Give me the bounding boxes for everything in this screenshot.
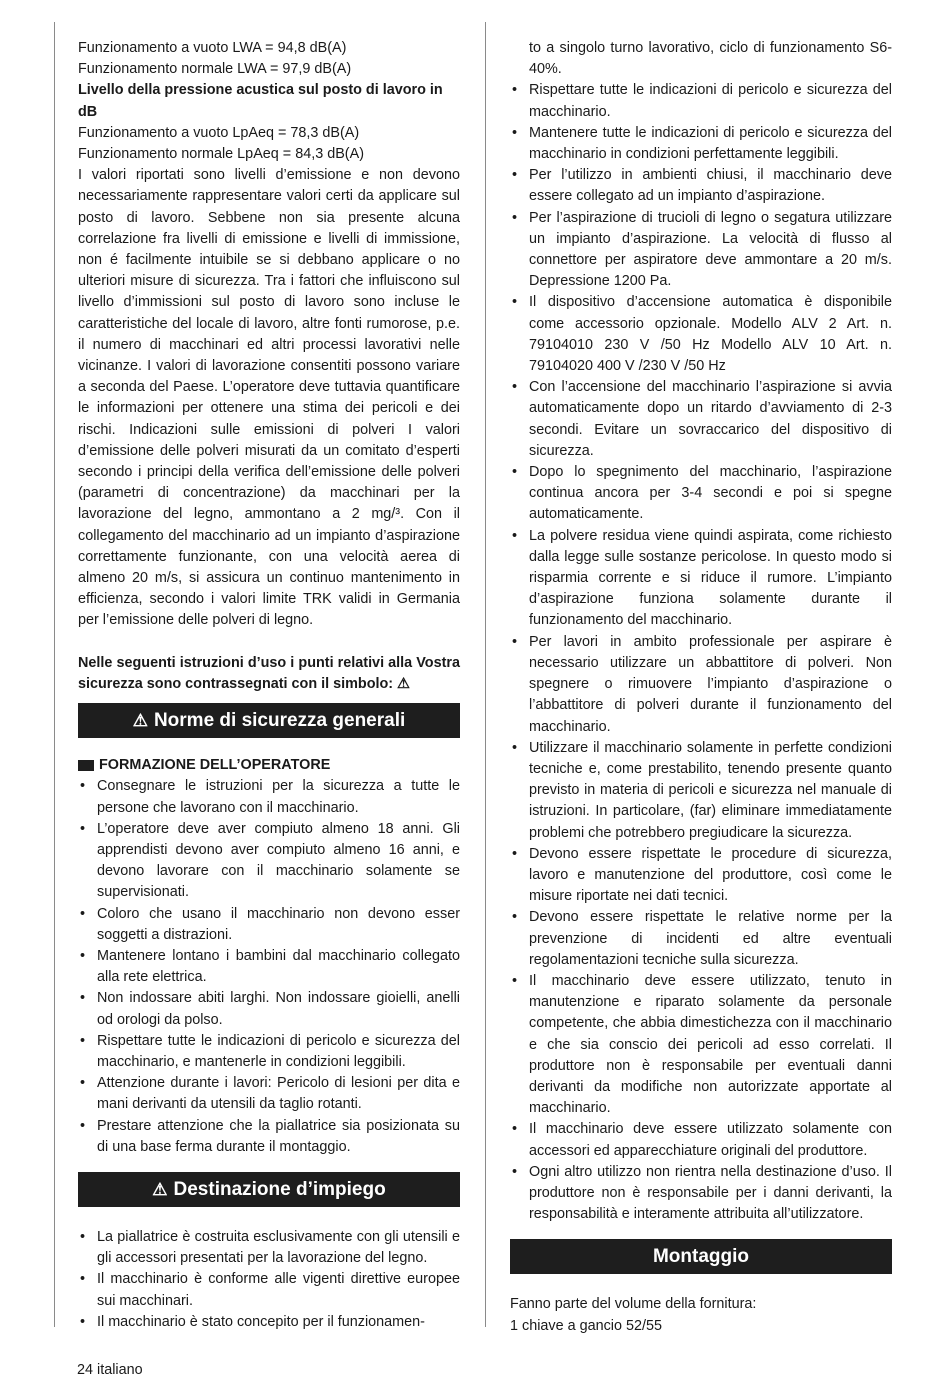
supply-item: 1 chiave a gancio 52/55: [510, 1317, 663, 1334]
safety-symbol-notice: Nelle seguenti istruzioni d’uso i punti relativi alla Vostra sicurezza sono contrassegnati con il simbolo: ⚠: [78, 654, 460, 692]
heading-text: Destinazione d’impiego: [173, 1178, 386, 1200]
list-item: • Per l’utilizzo in ambienti chiusi, il macchinario deve essere collegato ad un impianto d’aspirazione.: [510, 165, 892, 207]
page-footer: 24 italiano: [77, 1362, 143, 1378]
list-item: • Dopo lo spegnimento del macchinario, l’aspirazione continua ancora per 3-4 secondi e poi si spegne automaticamente.: [510, 462, 892, 526]
list-item: • L’operatore deve aver compiuto almeno 18 anni. Gli apprendisti devono aver compiuto almeno 16 anni, e devono lavorare con il macchinario solamente se supervisionati.: [78, 819, 460, 904]
intro-line: Funzionamento normale LWA = 97,9 dB(A): [78, 61, 352, 78]
intro-line: Funzionamento a vuoto LWA = 94,8 dB(A): [78, 40, 347, 56]
list-item: • La polvere residua viene quindi aspirata, come richiesto dalla legge sulle sostanze pericolose. In questo modo si risparmia corrente e si riduce il rumore. L’impianto d’aspirazione funziona solamente durante il funzionamento del macchinario.: [510, 526, 892, 632]
intro-line: Funzionamento a vuoto LpAeq = 78,3 dB(A): [78, 124, 360, 141]
list-item: • Utilizzare il macchinario solamente in perfette condizioni tecniche e, come prestabilito, tenendo presente quanto previsto in materia di pericoli e sicurezza nel manuale di istruzioni. In particolare, (far) eliminare immediatamente problemi che potrebbero pregiudicare la sicurezza.: [510, 738, 892, 844]
list-item: • Ogni altro utilizzo non rientra nella destinazione d’uso. Il produttore non è responsabile per i danni derivanti, la responsabilità e interamente attribuita all’utilizzatore.: [510, 1162, 892, 1226]
intended-use-bullet-list: [78, 1227, 460, 1333]
list-item: • Rispettare tutte le indicazioni di pericolo e sicurezza del macchinario, e mantenerle in condizioni leggibili.: [78, 1031, 460, 1073]
heading-text: Montaggio: [652, 1246, 750, 1268]
section-heading-safety: [78, 703, 460, 738]
supply-intro: Fanno parte del volume della fornitura:: [510, 1296, 757, 1313]
left-margin-rule: [54, 22, 55, 1327]
training-bullet-list: [78, 776, 460, 1158]
list-item: • Il macchinario deve essere utilizzato solamente con accessori ed apparecchiature originali del produttore.: [510, 1119, 892, 1161]
list-item: • Il macchinario è conforme alle vigenti direttive europee sui macchinari.: [78, 1269, 460, 1311]
center-column-rule: [485, 22, 486, 1327]
subheading-text: FORMAZIONE DELL’OPERATORE: [99, 757, 331, 774]
list-item: • Il macchinario deve essere utilizzato, tenuto in manutenzione e riparato solamente da personale competente, che abbia dimestichezza con il macchinario e che sia conscio dei pericoli ad esso correlati. Il produttore non è responsabile per eventuali danni derivanti da modifiche non autorizzate apportate al macchinario.: [510, 971, 892, 1119]
list-item: • Devono essere rispettate le procedure di sicurezza, lavoro e manutenzione del produttore, così come le misure riportate nei dati tecnici.: [510, 844, 892, 908]
list-item: • Per l’aspirazione di trucioli di legno o segatura utilizzare un impianto d’aspirazione. La velocità di flusso al connettore per aspiratore deve ammontare a 20 m/s. Depressione 1200 Pa.: [510, 208, 892, 293]
list-item: • Prestare attenzione che la piallatrice sia posizionata su di una base ferma durante il montaggio.: [78, 1116, 460, 1158]
list-item: • Mantenere tutte le indicazioni di pericolo e sicurezza del macchinario in condizioni perfettamente leggibili.: [510, 123, 892, 165]
list-item-continuation: to a singolo turno lavorativo, ciclo di funzionamento S6-40%.: [529, 40, 892, 78]
black-square-icon: [78, 760, 94, 771]
intro-line-bold: Livello della pressione acustica sul posto di lavoro in dB: [78, 82, 443, 120]
list-item: • Devono essere rispettate le relative norme per la prevenzione di incidenti ed altre eventuali regolamentazioni tecniche sulla sicurezza.: [510, 907, 892, 971]
warning-triangle-icon: ⚠: [132, 711, 148, 731]
list-item: • Coloro che usano il macchinario non devono esser soggetti a distrazioni.: [78, 904, 460, 946]
heading-text: Norme di sicurezza generali: [153, 710, 406, 732]
list-item: • Il macchinario è stato concepito per il funzionamen-: [78, 1312, 460, 1333]
intro-line: Funzionamento normale LpAeq = 84,3 dB(A): [78, 146, 364, 163]
right-bullet-list: [510, 38, 892, 1225]
section-heading-assembly: [510, 1239, 892, 1274]
list-item: • Con l’accensione del macchinario l’aspirazione si avvia automaticamente dopo un ritardo d’avviamento di 2-3 secondi. Evitare un sovraccarico del dispositivo di sicurezza.: [510, 377, 892, 462]
list-item: • Per lavori in ambito professionale per aspirare è necessario utilizzare un abbattitore di polveri. Non spegnere o rimuovere l’impianto d’aspirazione o l’abbattitore di polveri durante il funzionamento del macchinario.: [510, 632, 892, 738]
left-column: [78, 38, 460, 1333]
list-item: • Il dispositivo d’accensione automatica è disponibile come accessorio opzionale. Modello ALV 2 Art. n. 79104010 230 V /50 Hz Modello ALV 10 Art. n. 79104020 400 V /230 V /50 Hz: [510, 292, 892, 377]
warning-triangle-icon: ⚠: [152, 1179, 168, 1199]
list-item: • Rispettare tutte le indicazioni di pericolo e sicurezza del macchinario.: [510, 80, 892, 122]
right-column: [510, 38, 892, 1337]
list-item: • Consegnare le istruzioni per la sicurezza a tutte le persone che lavorano con il macchinario.: [78, 776, 460, 818]
subheading-operator-training: [78, 755, 460, 776]
emission-paragraph: I valori riportati sono livelli d’emissione e non devono necessariamente rappresentare valori certi da applicare sul posto di lavoro. Sebbene non sia presente alcuna correlazione fra livelli di emissione e livelli di immissione, non é facilmente intuibile se si debbano applicare o no ulteriori misure di sicurezza. Tra i fattori che influiscono sul livello d’immissioni sul posto di lavoro sono incluse le caratteristiche del locale di lavoro, altre fonti rumorose, p.e. il numero di macchinari ed altri processi lavorativi nelle vicinanze. I valori di lavorazione consentiti possono variare a seconda del Paese. L’operatore deve tuttavia quantificare le informazioni per ottenere una stima dei pericoli e dei rischi. Indicazioni sulle emissioni di polveri I valori d’emissione delle polveri misurati da un comitato d’esperti secondo i principi della verifica dell’emissione delle polveri (parametri di concentrazione) da macchinari per la lavorazione del legno, ammontano a 2 mg/³. Con il collegamento del macchinario ad un impianto d’aspirazione correttamente funzionante, con una velocità aerea di almeno 20 m/s, si assicura un continuo mantenimento in efficienza, secondo i valori limite TRK validi in Germania per l’emissione delle polveri di legno.: [78, 167, 460, 629]
section-heading-intended-use: [78, 1172, 460, 1207]
list-item: • La piallatrice è costruita esclusivamente con gli utensili e gli accessori presentati per la lavorazione del legno.: [78, 1227, 460, 1269]
list-item: • Non indossare abiti larghi. Non indossare gioielli, anelli od orologi da polso.: [78, 988, 460, 1030]
list-item: • Mantenere lontano i bambini dal macchinario collegato alla rete elettrica.: [78, 946, 460, 988]
list-item: • Attenzione durante i lavori: Pericolo di lesioni per dita e mani derivanti da utensili da taglio rotanti.: [78, 1073, 460, 1115]
